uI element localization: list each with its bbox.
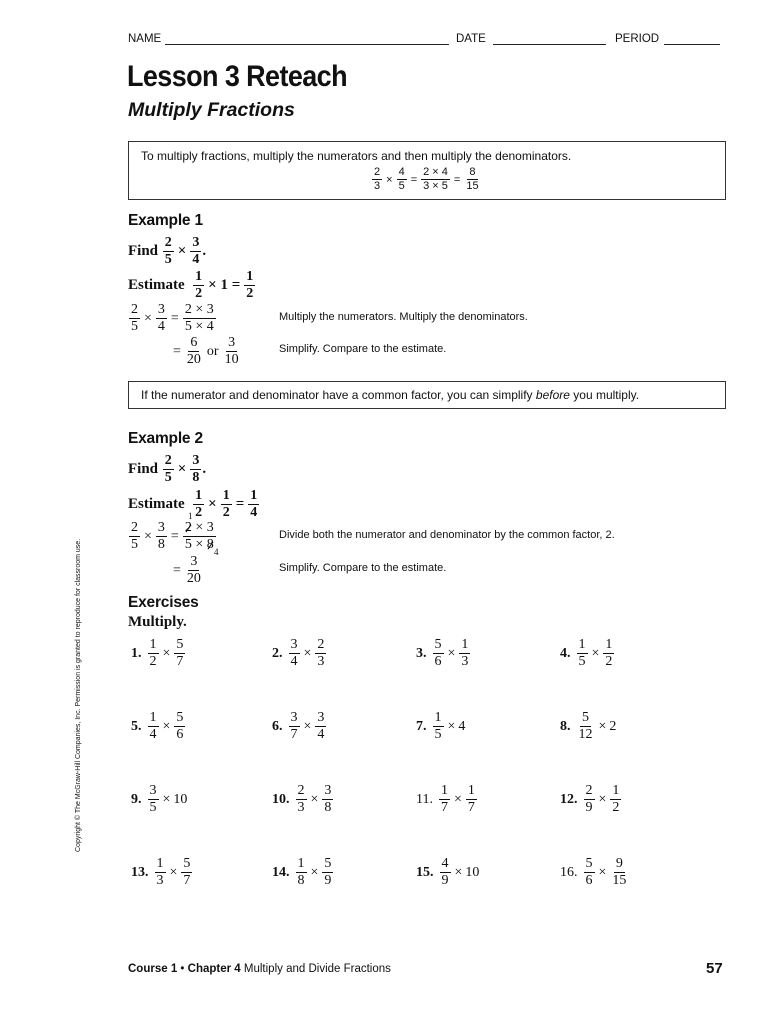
example2-estimate: Estimate $\frac{1}{2}$ × $\frac{1}{2}$ = $\frac{1}{4}$	[128, 488, 258, 520]
whole-number: 4	[458, 718, 466, 734]
exercise-item: 15. $\frac{4}{9}$ × 10	[416, 856, 480, 888]
whole-number: 10	[173, 791, 188, 807]
fraction: $\frac{3}{5}$	[149, 783, 157, 815]
fraction: $\frac{8}{15}$	[466, 166, 479, 192]
date-label: DATE	[456, 33, 486, 45]
fraction: $\frac{3}{8}$	[192, 453, 200, 485]
exercise-item: 7. $\frac{1}{5}$ × 4	[416, 710, 466, 742]
exercise-item: 1. $\frac{1}{2}$ × $\frac{5}{7}$	[131, 637, 184, 669]
fraction: $\frac{6}{20}$	[186, 335, 201, 367]
fraction: $\frac{2}{5}$	[131, 520, 138, 552]
exercise-number: 15.	[416, 864, 434, 880]
fraction: $\frac{3}{4}$	[157, 302, 165, 334]
exercise-item: 12. $\frac{2}{9}$ × $\frac{1}{2}$	[560, 783, 620, 815]
fraction: $\frac{4}{9}$	[441, 856, 449, 888]
name-blank-line[interactable]	[165, 33, 449, 45]
fraction: $\frac{1}{3}$	[156, 856, 164, 888]
exercise-item: 14. $\frac{1}{8}$ × $\frac{5}{9}$	[272, 856, 332, 888]
example1-note2: Simplify. Compare to the estimate.	[279, 343, 447, 355]
fraction: $\frac{1}{4}$	[250, 488, 258, 520]
fraction: 3 10	[224, 335, 239, 367]
fraction: $\frac{5}{6}$	[585, 856, 593, 888]
fraction: $\frac{5}{9}$	[324, 856, 332, 888]
fraction: $\frac{2}{3}$	[317, 637, 325, 669]
example1-note1: Multiply the numerators. Multiply the denominators.	[279, 311, 528, 323]
fraction: $\frac{1}{5}$	[578, 637, 586, 669]
fraction: $\frac{1}{2}$	[605, 637, 613, 669]
page-subtitle: Multiply Fractions	[128, 99, 295, 121]
fraction-with-cancellation: $\frac{2 \times 3}{5 \times 8}$	[184, 520, 214, 552]
exercise-number: 8.	[560, 718, 571, 734]
find-label: Find	[128, 461, 159, 477]
fraction: $\frac{5}{7}$	[176, 637, 184, 669]
fraction: $\frac{1}{2}$	[222, 488, 230, 520]
fraction: $\frac{1}{2}$	[195, 488, 203, 520]
student-info-header	[128, 33, 725, 49]
fraction: $\frac{2}{9}$	[585, 783, 593, 815]
exercise-number: 4.	[560, 645, 571, 661]
fraction: $\frac{3}{8}$	[157, 520, 165, 552]
exercises-instruction: Multiply.	[128, 614, 187, 630]
cancel-bottom-value: 4	[214, 547, 219, 557]
exercise-item: 16. $\frac{5}{6}$ × $\frac{9}{15}$	[560, 856, 627, 888]
fraction: $\frac{5}{12}$	[578, 710, 593, 742]
rule-equation: $\frac{2}{3}$ × $\frac{4}{5}$ = $\frac{2 \times 4}{3 \times 5}$ = $\frac{8}{15}$	[374, 166, 479, 192]
fraction: $\frac{5}{7}$	[183, 856, 191, 888]
exercise-number: 5.	[131, 718, 142, 734]
fraction: $\frac{1}{8}$	[297, 856, 305, 888]
example2-step2: = $\frac{3}{20}$	[173, 554, 201, 586]
exercise-number: 1.	[131, 645, 142, 661]
exercises-heading: Exercises	[128, 594, 199, 611]
rule-box	[128, 141, 726, 200]
example2-note1: Divide both the numerator and denominator by the common factor, 2.	[279, 529, 615, 541]
example1-step1: $\frac{2}{5}$ × $\frac{3}{4}$ = $\frac{2 \times 3}{5 \times 4}$	[131, 302, 214, 334]
exercise-item: 13. $\frac{1}{3}$ × $\frac{5}{7}$	[131, 856, 191, 888]
tip-text: If the numerator and denominator have a common factor, you can simplify before you multiply.	[141, 388, 640, 402]
fraction: $\frac{2 \times 3}{5 \times 4}$	[184, 302, 214, 334]
find-label: Find	[128, 243, 159, 259]
cancel-top-value: 1	[188, 511, 193, 521]
page-number: 57	[706, 960, 723, 977]
name-label: NAME	[128, 33, 162, 45]
fraction: $\frac{2 \times 4}{3 \times 5}$	[423, 166, 448, 192]
exercise-number: 13.	[131, 864, 149, 880]
page-title: Lesson 3 Reteach	[127, 60, 347, 93]
footer-chapter-title: Multiply and Divide Fractions	[243, 963, 391, 975]
exercise-number: 11.	[416, 791, 433, 807]
fraction: $\frac{1}{7}$	[467, 783, 475, 815]
exercise-number: 9.	[131, 791, 142, 807]
fraction: $\frac{1}{3}$	[461, 637, 469, 669]
footer	[128, 963, 391, 975]
fraction: $\frac{1}{4}$	[149, 710, 157, 742]
fraction: $\frac{3}{4}$	[317, 710, 325, 742]
example1-find: Find $\frac{2}{5}$ × $\frac{3}{4}$ .	[128, 235, 207, 267]
fraction: $\frac{4}{5}$	[398, 166, 405, 192]
rule-text: To multiply fractions, multiply the numerators and then multiply the denominators.	[141, 149, 572, 163]
tip-box	[128, 381, 726, 409]
fraction: $\frac{1}{2}$	[195, 269, 203, 301]
fraction: $\frac{3}{4}$	[290, 637, 298, 669]
fraction: $\frac{2}{3}$	[374, 166, 381, 192]
exercise-number: 12.	[560, 791, 578, 807]
example2-note2: Simplify. Compare to the estimate.	[279, 562, 447, 574]
example2-find: Find $\frac{2}{5}$ × $\frac{3}{8}$ .	[128, 453, 207, 485]
footer-bullet: •	[180, 963, 185, 975]
fraction: $\frac{2}{5}$	[164, 453, 172, 485]
copyright-side-text: Copyright © The McGraw-Hill Companies, Inc. Permission is granted to reproduce for classroom use.	[75, 538, 82, 852]
fraction: $\frac{1}{2}$	[612, 783, 620, 815]
exercise-item: 2. $\frac{3}{4}$ × $\frac{2}{3}$	[272, 637, 325, 669]
exercise-number: 10.	[272, 791, 290, 807]
exercise-number: 2.	[272, 645, 283, 661]
fraction: $\frac{3}{7}$	[290, 710, 298, 742]
exercise-number: 14.	[272, 864, 290, 880]
fraction: $\frac{1}{2}$	[246, 269, 254, 301]
whole-number: 2	[609, 718, 617, 734]
footer-chapter: Chapter 4	[187, 963, 241, 975]
fraction: $\frac{3}{8}$	[324, 783, 332, 815]
exercise-item: 4. $\frac{1}{5}$ × $\frac{1}{2}$	[560, 637, 613, 669]
fraction: $\frac{1}{2}$	[149, 637, 157, 669]
estimate-label: Estimate	[128, 277, 185, 293]
example2-heading: Example 2	[128, 430, 203, 447]
example1-step2: = $\frac{6}{20}$ or 3 10	[173, 335, 239, 367]
exercise-item: 6. $\frac{3}{7}$ × $\frac{3}{4}$	[272, 710, 325, 742]
exercise-item: 3. $\frac{5}{6}$ × $\frac{1}{3}$	[416, 637, 469, 669]
fraction: $\frac{1}{7}$	[440, 783, 448, 815]
exercise-number: 16.	[560, 864, 578, 880]
fraction: $\frac{5}{6}$	[176, 710, 184, 742]
fraction: $\frac{2}{3}$	[297, 783, 305, 815]
exercise-number: 6.	[272, 718, 283, 734]
fraction: $\frac{1}{5}$	[434, 710, 442, 742]
exercise-item: 9. $\frac{3}{5}$ × 10	[131, 783, 188, 815]
exercise-item: 8. $\frac{5}{12}$ × 2	[560, 710, 617, 742]
exercise-number: 7.	[416, 718, 427, 734]
fraction: $\frac{2}{5}$	[164, 235, 172, 267]
example1-heading: Example 1	[128, 212, 203, 229]
example1-estimate: Estimate $\frac{1}{2}$ × 1 = $\frac{1}{2}$	[128, 269, 254, 301]
footer-course: Course 1	[128, 963, 178, 975]
date-blank-line[interactable]	[493, 33, 606, 45]
fraction: $\frac{9}{15}$	[612, 856, 627, 888]
exercise-item: 5. $\frac{1}{4}$ × $\frac{5}{6}$	[131, 710, 184, 742]
example2-step1: $\frac{2}{5}$ × $\frac{3}{8}$ = $\frac{2 \times 3}{5 \times 8}$	[131, 520, 214, 552]
estimate-label: Estimate	[128, 496, 185, 512]
fraction: $\frac{5}{6}$	[434, 637, 442, 669]
period-blank-line[interactable]	[664, 33, 720, 45]
whole-number: 10	[465, 864, 480, 880]
fraction: $\frac{3}{20}$	[186, 554, 201, 586]
fraction: $\frac{3}{4}$	[192, 235, 200, 267]
period-label: PERIOD	[615, 33, 660, 45]
exercise-number: 3.	[416, 645, 427, 661]
fraction: $\frac{2}{5}$	[131, 302, 138, 334]
exercise-item: 10. $\frac{2}{3}$ × $\frac{3}{8}$	[272, 783, 332, 815]
exercise-item: 11. $\frac{1}{7}$ × $\frac{1}{7}$	[416, 783, 475, 815]
